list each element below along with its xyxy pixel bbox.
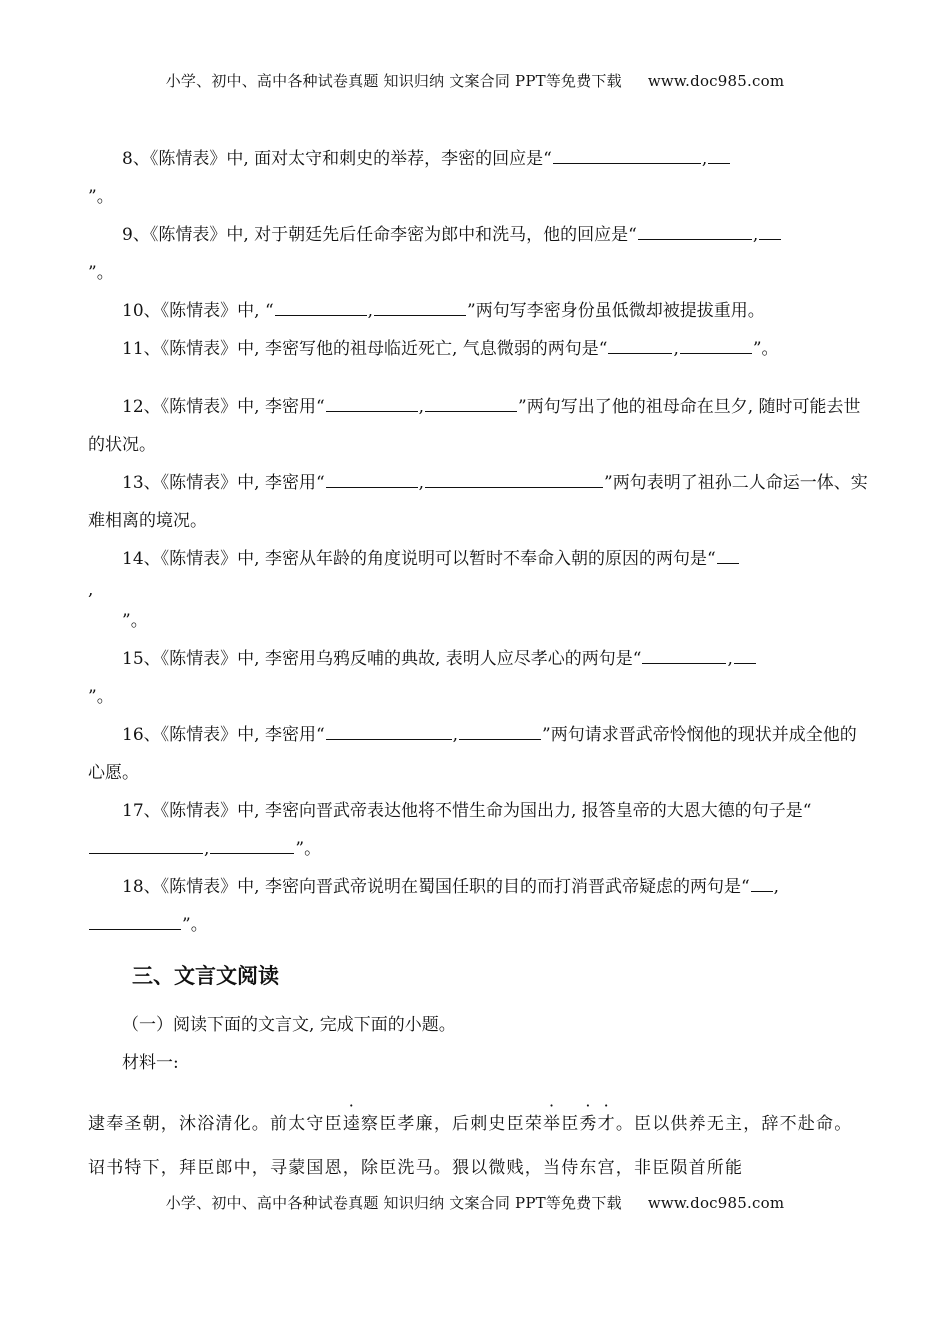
material-label: 材料一:	[122, 1053, 179, 1073]
answer-blank[interactable]	[326, 721, 452, 740]
footer-text: 小学、初中、高中各种试卷真题 知识归纳 文案合同 PPT等免费下载	[165, 1194, 622, 1212]
answer-blank[interactable]	[210, 835, 294, 854]
page-footer	[0, 1192, 950, 1213]
question-11: 11、《陈情表》中, 李密写他的祖母临近死亡, 气息微弱的两句是“ , ”。	[88, 330, 868, 368]
header-text: 小学、初中、高中各种试卷真题 知识归纳 文案合同 PPT等免费下载	[165, 72, 622, 90]
question-13: 13、《陈情表》中, 李密用“ , ”两句表明了祖孙二人命运一体、实难相离的境况。	[88, 464, 868, 540]
emphasized-char: 逵	[342, 1114, 362, 1134]
question-14-end: ”。	[122, 611, 148, 631]
answer-blank[interactable]	[751, 873, 773, 892]
question-10: 10、《陈情表》中, “ , ”两句写李密身份虽低微却被提拔重用。	[88, 292, 868, 330]
question-16: 16、《陈情表》中, 李密用“ , ”两句请求晋武帝怜悯他的现状并成全他的心愿。	[88, 716, 868, 792]
passage-text: 逮奉圣朝，沐浴清化。前太守臣逵察臣孝廉，后刺史臣荣举臣秀才。臣以供养无主，辞不赴命。诏书特下，拜臣郎中，寻蒙国恩，除臣洗马。猥以微贱，当侍东宫，非臣陨首所能	[88, 1114, 853, 1178]
footer-url[interactable]: www.doc985.com	[647, 1194, 785, 1212]
answer-blank[interactable]	[275, 297, 367, 316]
answer-blank[interactable]	[608, 335, 672, 354]
answer-blank[interactable]	[374, 297, 466, 316]
emphasized-char: 才	[597, 1114, 616, 1134]
emphasized-char: 秀	[579, 1114, 598, 1134]
answer-blank[interactable]	[642, 645, 726, 664]
answer-blank[interactable]	[759, 221, 781, 240]
answer-blank[interactable]	[326, 469, 418, 488]
question-8-end: ”。	[88, 187, 114, 207]
section-title: 三、文言文阅读	[132, 964, 279, 988]
question-18: 18、《陈情表》中, 李密向晋武帝说明在蜀国任职的目的而打消晋武帝疑虑的两句是“ ,”。	[88, 868, 868, 944]
answer-blank[interactable]	[638, 221, 752, 240]
page-header	[0, 70, 950, 91]
section-intro: （一）阅读下面的文言文, 完成下面的小题。	[122, 1015, 456, 1035]
question-12: 12、《陈情表》中, 李密用“ , ”两句写出了他的祖母命在旦夕, 随时可能去世的状况。	[88, 388, 868, 464]
question-15-end: ”。	[88, 687, 114, 707]
answer-blank[interactable]	[326, 393, 418, 412]
answer-blank[interactable]	[89, 911, 181, 930]
header-url[interactable]: www.doc985.com	[647, 72, 785, 90]
answer-blank[interactable]	[734, 645, 756, 664]
answer-blank[interactable]	[459, 721, 541, 740]
emphasized-char: 举	[543, 1114, 562, 1134]
question-8: 8、《陈情表》中, 面对太守和刺史的举荐，李密的回应是“ ,	[88, 140, 868, 178]
answer-blank[interactable]	[425, 469, 603, 488]
question-17: 17、《陈情表》中, 李密向晋武帝表达他将不惜生命为国出力, 报答皇帝的大恩大德的句子是“, ”。	[88, 792, 868, 868]
answer-blank[interactable]	[708, 145, 730, 164]
answer-blank[interactable]	[425, 393, 517, 412]
question-14-comma: ,	[88, 580, 94, 600]
answer-blank[interactable]	[717, 545, 739, 564]
document-content	[88, 140, 868, 1082]
answer-blank[interactable]	[680, 335, 752, 354]
question-9-end: ”。	[88, 263, 114, 283]
question-14: 14、《陈情表》中, 李密从年龄的角度说明可以暂时不奉命入朝的原因的两句是“	[88, 540, 868, 578]
question-9: 9、《陈情表》中, 对于朝廷先后任命李密为郎中和洗马，他的回应是“ ,	[88, 216, 868, 254]
answer-blank[interactable]	[553, 145, 701, 164]
question-15: 15、《陈情表》中, 李密用乌鸦反哺的典故, 表明人应尽孝心的两句是“ ,	[88, 640, 868, 678]
answer-blank[interactable]	[89, 835, 203, 854]
